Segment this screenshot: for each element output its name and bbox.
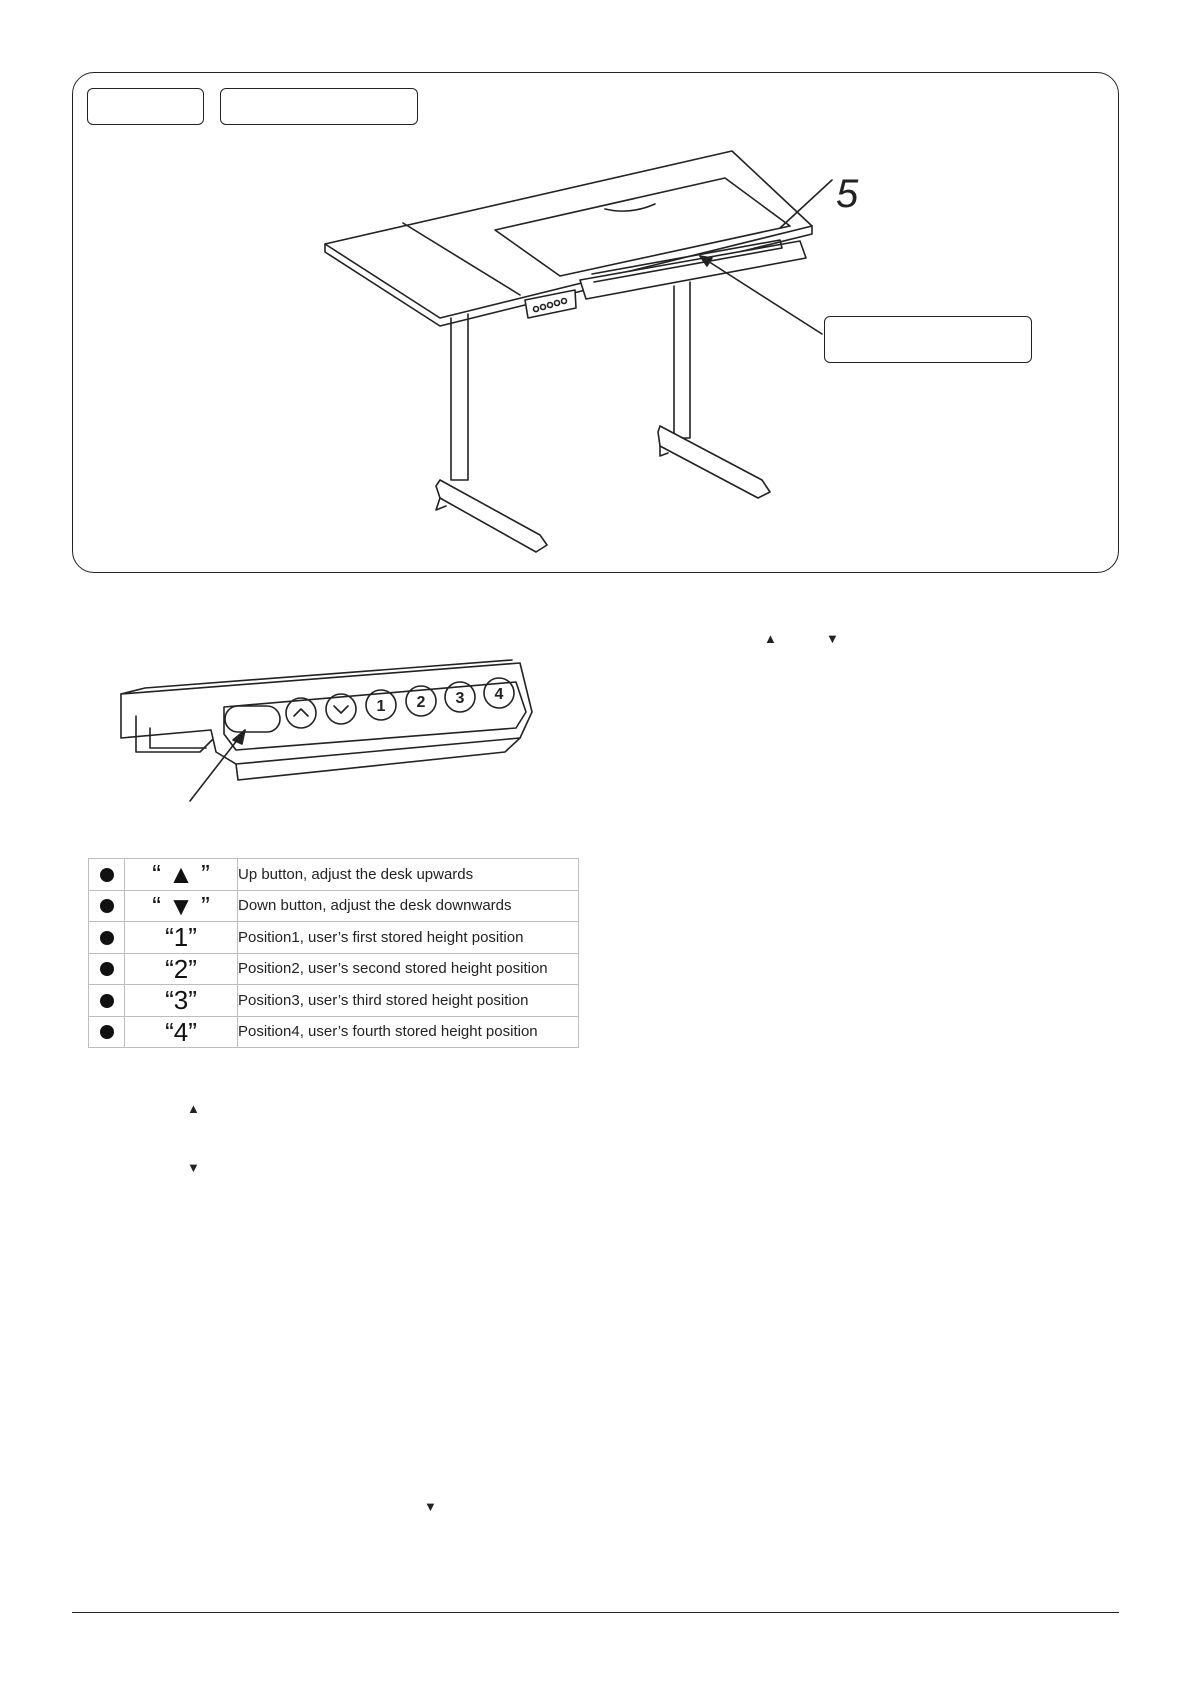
table-row xyxy=(89,1016,579,1048)
keypad-key-1: 1 xyxy=(376,698,386,715)
button-symbol: “ ▲ ” xyxy=(125,859,238,891)
down-arrow-icon: ▼ xyxy=(424,1499,437,1514)
button-description: Down button, adjust the desk downwards xyxy=(238,890,579,922)
button-description: Position3, user’s third stored height position xyxy=(238,985,579,1017)
bullet-icon xyxy=(100,994,114,1008)
button-description: Position4, user’s fourth stored height position xyxy=(238,1016,579,1048)
down-arrow-icon: ▼ xyxy=(826,631,839,646)
callout-number: 5 xyxy=(836,172,859,216)
desk-illustration xyxy=(325,151,832,552)
button-symbol: “ ▼ ” xyxy=(125,890,238,922)
table-row xyxy=(89,859,579,891)
button-description: Position1, user’s first stored height position xyxy=(238,922,579,954)
button-function-table xyxy=(88,858,579,1048)
table-row xyxy=(89,922,579,954)
button-symbol: “4” xyxy=(125,1016,238,1048)
keypad-key-4: 4 xyxy=(494,686,504,703)
table-row xyxy=(89,985,579,1017)
keypad-illustration xyxy=(121,660,532,801)
bullet-icon xyxy=(100,931,114,945)
table-row xyxy=(89,953,579,985)
keypad-key-2: 2 xyxy=(416,694,426,711)
table-row xyxy=(89,890,579,922)
button-symbol: “1” xyxy=(125,922,238,954)
bullet-icon xyxy=(100,899,114,913)
bullet-icon xyxy=(100,868,114,882)
keypad-key-3: 3 xyxy=(455,690,465,707)
button-symbol: “2” xyxy=(125,953,238,985)
up-arrow-icon: ▲ xyxy=(187,1101,200,1116)
bullet-icon xyxy=(100,1025,114,1039)
button-symbol: “3” xyxy=(125,985,238,1017)
button-description: Position2, user’s second stored height position xyxy=(238,953,579,985)
down-arrow-icon: ▼ xyxy=(187,1160,200,1175)
footer-rule xyxy=(72,1612,1119,1613)
up-arrow-icon: ▲ xyxy=(764,631,777,646)
bullet-icon xyxy=(100,962,114,976)
button-description: Up button, adjust the desk upwards xyxy=(238,859,579,891)
